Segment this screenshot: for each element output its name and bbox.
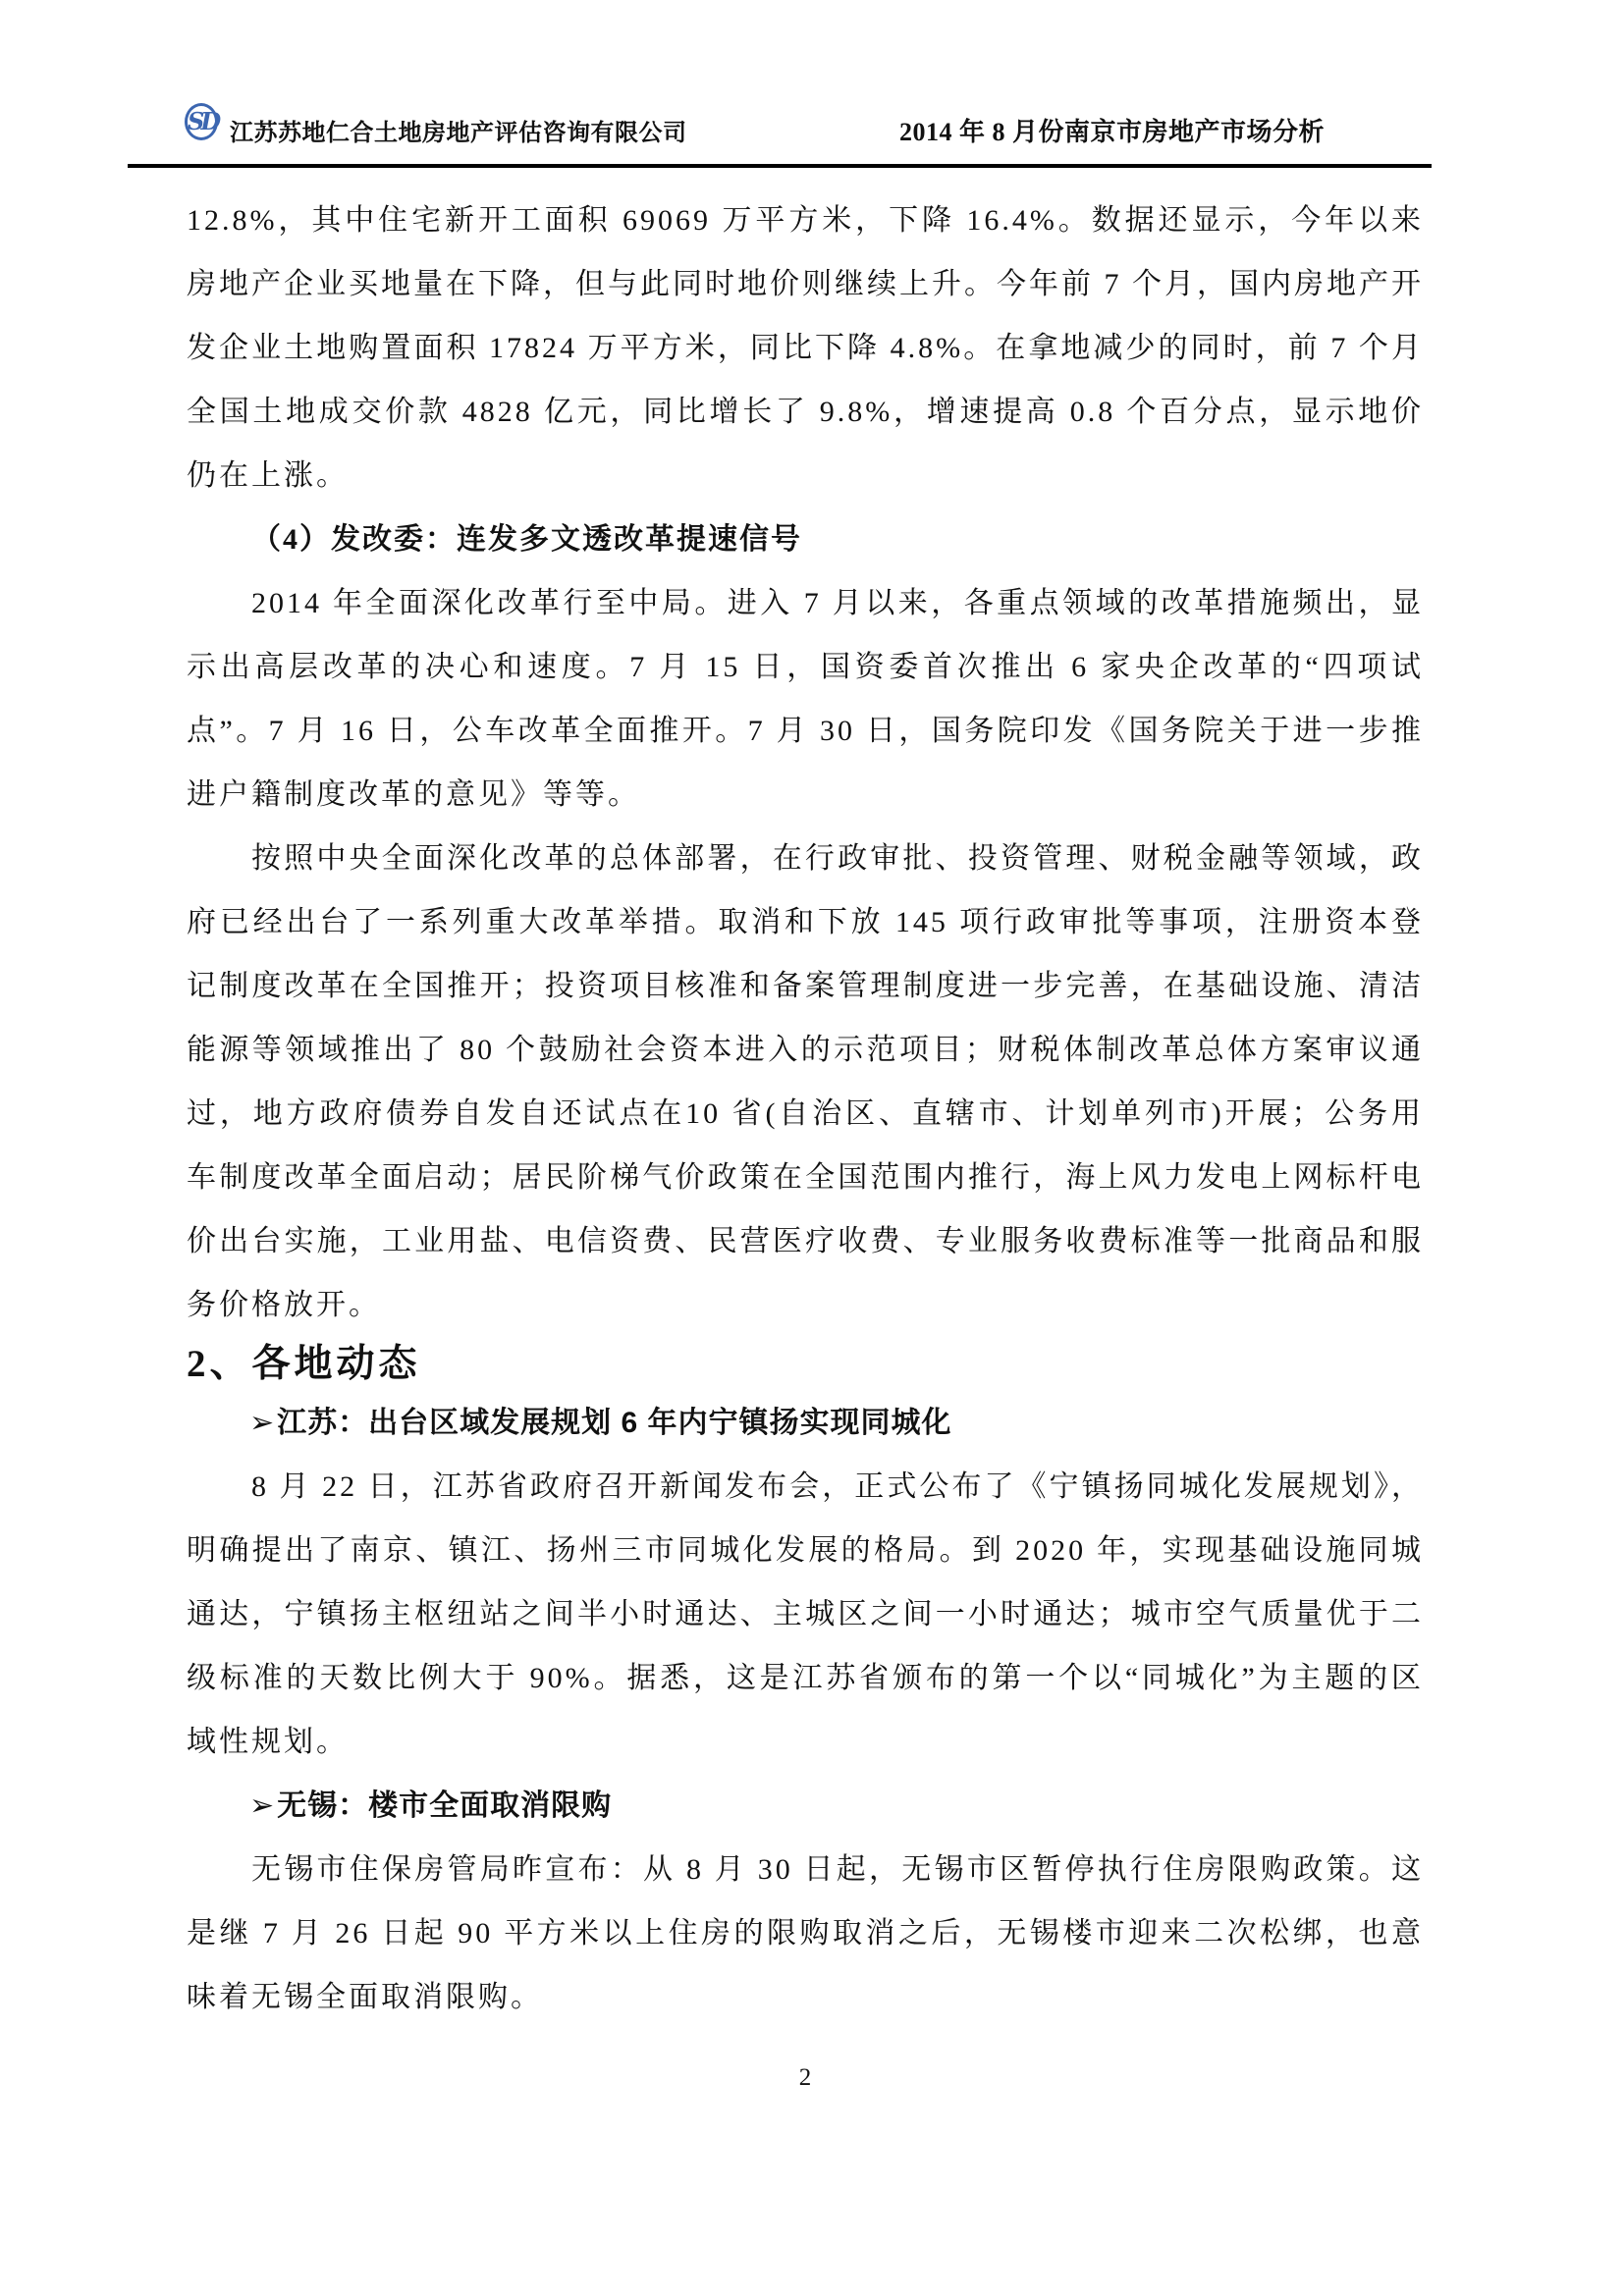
report-title: 2014 年 8 月份南京市房地产市场分析 [899,118,1326,146]
page-number: 2 [798,2064,812,2091]
paragraph-wuxi-policy: 无锡市住保房管局昨宣布：从 8 月 30 日起，无锡市区暂停执行住房限购政策。这是继 7 月 26 日起 90 平方米以上住房的限购取消之后，无锡楼市迎来二次松绑，也意味着无锡全面取消限购。 [187,1853,1424,2013]
company-logo-icon: SD [185,103,218,140]
page-header [128,101,1432,154]
bullet-heading-wuxi [187,1774,1424,1838]
paragraph-reform-measures: 按照中央全面深化改革的总体部署，在行政审批、投资管理、财税金融等领域，政府已经出台了一系列重大改革举措。取消和下放 145 项行政审批等事项，注册资本登记制度改革在全国推开；投资项目核准和备案管理制度进一步完善，在基础设施、清洁能源等领域推出了 80 个鼓励社会资本进入的示范项目；财税体制改革总体方案审议通过，地方政府债券自发自还试点在10 省(自治区、直辖市、计划单列市)开展；公务用车制度改革全面启动；居民阶梯气价政策在全国范围内推行，海上风力发电上网标杆电价出台实施，工业用盐、电信资费、民营医疗收费、专业服务收费标准等一批商品和服务价格放开。 [187,842,1424,1321]
document-body [187,188,1424,2029]
arrow-bullet-icon: ➢ [249,1406,276,1440]
heading-ndrc-reform-signal: （4）发改委：连发多文透改革提速信号 [251,523,802,556]
company-name: 江苏苏地仁合土地房地产评估咨询有限公司 [230,121,687,146]
bullet-heading-jiangsu [187,1391,1424,1455]
section-heading-local-news: 2、各地动态 [187,1343,421,1385]
bullet-heading-wuxi-label: 无锡：楼市全面取消限购 [277,1789,613,1822]
paragraph-continued-land-data: 12.8%，其中住宅新开工面积 69069 万平方米，下降 16.4%。数据还显示，今年以来房地产企业买地量在下降，但与此同时地价则继续上升。今年前 7 个月，国内房地产开发企业土地购置面积 17824 万平方米，同比下降 4.8%。在拿地减少的同时，前 7 个月全国土地成交价款 4828 亿元，同比增长了 9.8%，增速提高 0.8 个百分点，显示地价仍在上涨。 [187,204,1424,492]
bullet-heading-jiangsu-label: 江苏：出台区域发展规划 6 年内宁镇扬实现同城化 [277,1407,952,1439]
paragraph-jiangsu-plan: 8 月 22 日，江苏省政府召开新闻发布会，正式公布了《宁镇扬同城化发展规划》，明确提出了南京、镇江、扬州三市同城化发展的格局。到 2020 年，实现基础设施同城通达，宁镇扬主枢纽站之间半小时通达、主城区之间一小时通达；城市空气质量优于二级标准的天数比例大于 90%。据悉，这是江苏省颁布的第一个以“同城化”为主题的区域性规划。 [187,1470,1424,1758]
arrow-bullet-icon: ➢ [249,1789,276,1823]
paragraph-reform-midpoint: 2014 年全面深化改革行至中局。进入 7 月以来，各重点领域的改革措施频出，显示出高层改革的决心和速度。7 月 15 日，国资委首次推出 6 家央企改革的“四项试点”。7 月 16 日，公车改革全面推开。7 月 30 日，国务院印发《国务院关于进一步推进户籍制度改革的意见》等等。 [187,587,1424,811]
header-divider [128,164,1432,168]
